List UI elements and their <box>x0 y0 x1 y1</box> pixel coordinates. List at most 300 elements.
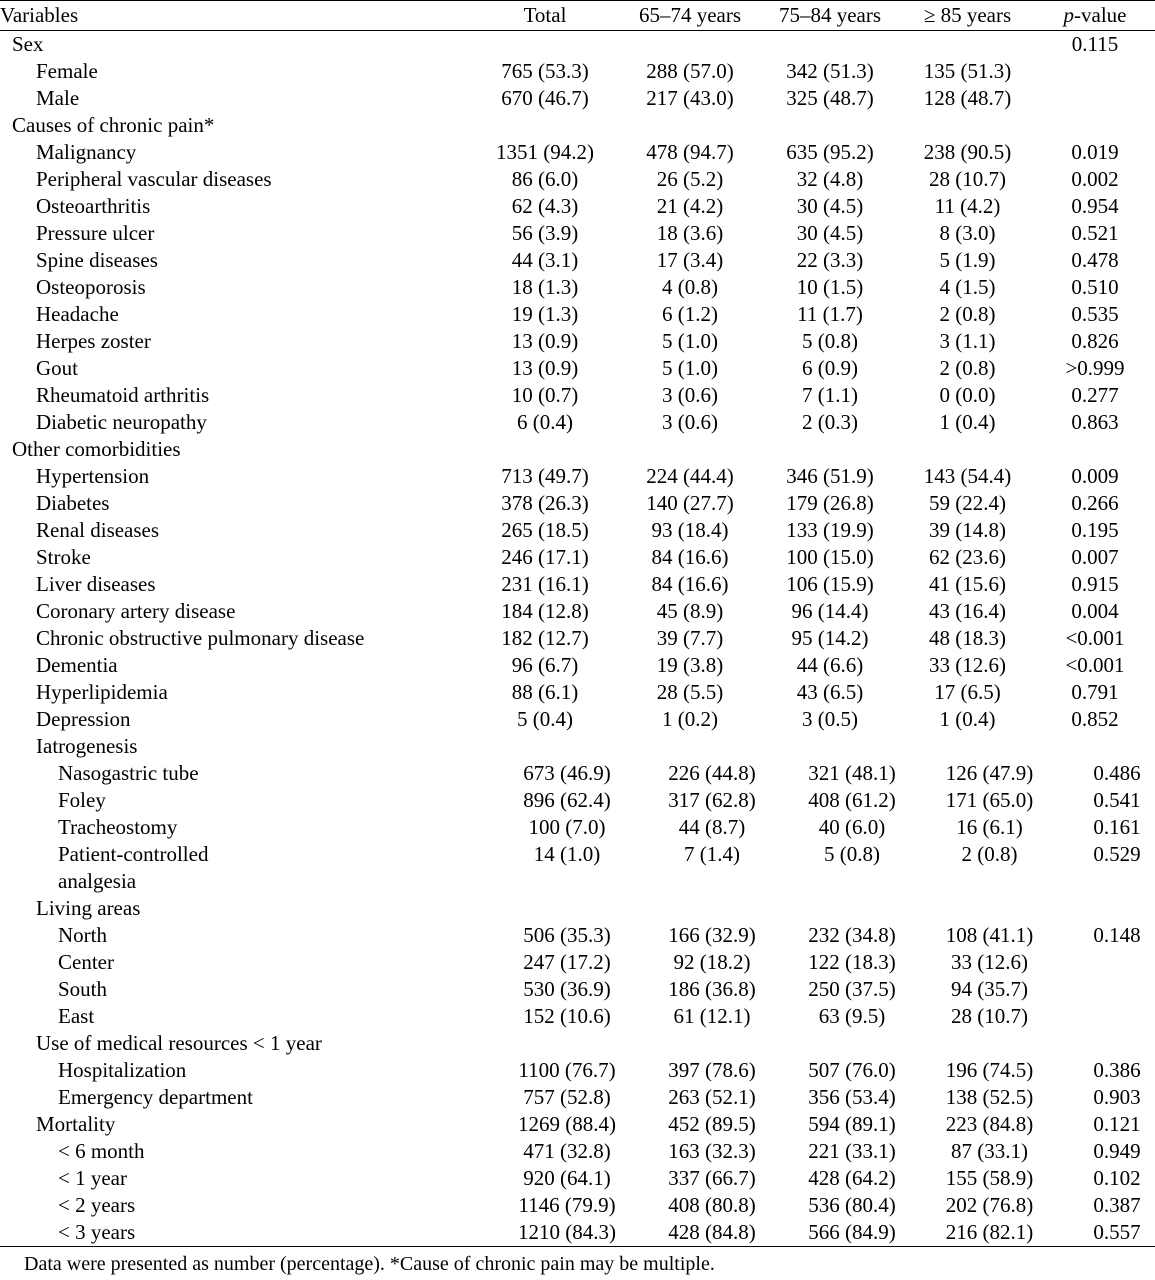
cell-age-85-plus: 48 (18.3) <box>929 626 1006 650</box>
cell-age-85-plus: 11 (4.2) <box>934 194 1001 218</box>
table-row <box>0 1219 1155 1247</box>
cell-age-75-84: 342 (51.3) <box>786 59 874 83</box>
table-row <box>0 1138 1155 1165</box>
row-label: Center <box>58 950 114 974</box>
header-row <box>0 1 1155 31</box>
cell-age-65-74: 288 (57.0) <box>646 59 734 83</box>
cell-age-85-plus: 2 (0.8) <box>939 356 996 380</box>
cell-total: 86 (6.0) <box>511 167 579 191</box>
cell-age-75-84: 507 (76.0) <box>808 1058 896 1082</box>
cell-p-value: 0.002 <box>1071 167 1119 191</box>
row-label: Emergency department <box>58 1085 253 1109</box>
cell-age-65-74 <box>642 895 782 922</box>
row-label: Tracheostomy <box>58 815 178 839</box>
cell-total: 1100 (76.7) <box>518 1058 616 1082</box>
cell-p-value <box>1035 58 1155 85</box>
table-row <box>0 544 1155 571</box>
row-label: East <box>58 1004 95 1028</box>
cell-age-85-plus: 62 (23.6) <box>929 545 1006 569</box>
cell-total: 13 (0.9) <box>511 329 579 353</box>
header-p-rest: -value <box>1074 3 1127 27</box>
cell-p-value: <0.001 <box>1065 626 1125 650</box>
cell-age-85-plus <box>922 895 1057 922</box>
table-body <box>0 31 1155 1247</box>
table-row <box>0 382 1155 409</box>
cell-age-85-plus: 33 (12.6) <box>951 950 1028 974</box>
header-total: Total <box>523 3 567 27</box>
cell-age-65-74: 3 (0.6) <box>662 383 718 407</box>
cell-p-value: 0.007 <box>1071 545 1119 569</box>
cell-age-85-plus <box>922 1030 1057 1057</box>
cell-p-value <box>1057 1030 1155 1057</box>
cell-age-85-plus: 8 (3.0) <box>939 221 996 245</box>
cell-p-value <box>1035 85 1155 112</box>
cell-age-65-74: 45 (8.9) <box>656 599 724 623</box>
row-label: Coronary artery disease <box>36 599 236 623</box>
row-label: Osteoporosis <box>36 275 146 299</box>
cell-age-75-84: 22 (3.3) <box>796 248 864 272</box>
cell-age-75-84 <box>760 112 900 139</box>
table-row <box>0 166 1155 193</box>
row-label: analgesia <box>58 869 137 893</box>
cell-age-75-84: 2 (0.3) <box>802 410 858 434</box>
row-label: Use of medical resources < 1 year <box>36 1031 322 1055</box>
cell-age-75-84: 566 (84.9) <box>808 1220 896 1244</box>
cell-age-75-84: 408 (61.2) <box>808 788 896 812</box>
cell-p-value: 0.115 <box>1071 32 1119 56</box>
cell-age-65-74: 84 (16.6) <box>651 545 729 569</box>
cell-age-75-84: 346 (51.9) <box>786 464 874 488</box>
cell-age-85-plus: 41 (15.6) <box>929 572 1006 596</box>
cell-age-75-84: 5 (0.8) <box>802 329 858 353</box>
cell-p-value <box>1057 976 1155 1003</box>
cell-total: 13 (0.9) <box>511 356 579 380</box>
cell-age-85-plus: 2 (0.8) <box>961 842 1018 866</box>
cell-total <box>492 1030 642 1057</box>
cell-total: 184 (12.8) <box>501 599 589 623</box>
header-p-italic: p <box>1063 3 1074 27</box>
table-row <box>0 463 1155 490</box>
cell-total: 19 (1.3) <box>511 302 579 326</box>
table-row <box>0 895 1155 922</box>
cell-age-65-74: 4 (0.8) <box>662 275 718 299</box>
cell-p-value: 0.557 <box>1093 1220 1141 1244</box>
cell-age-65-74: 93 (18.4) <box>651 518 729 542</box>
cell-p-value: 0.195 <box>1071 518 1119 542</box>
cell-p-value <box>1057 868 1155 895</box>
cell-p-value: 0.915 <box>1071 572 1119 596</box>
table-row <box>0 85 1155 112</box>
table-row <box>0 652 1155 679</box>
table-row <box>0 1111 1155 1138</box>
cell-age-75-84: 95 (14.2) <box>791 626 869 650</box>
header-age-75-84: 75–84 years <box>778 3 882 27</box>
cell-age-65-74: 21 (4.2) <box>656 194 724 218</box>
cell-p-value: 0.863 <box>1071 410 1119 434</box>
table-row <box>0 409 1155 436</box>
cell-age-65-74: 28 (5.5) <box>656 680 724 704</box>
cell-age-75-84: 122 (18.3) <box>808 950 896 974</box>
row-label: < 1 year <box>58 1166 127 1190</box>
cell-p-value <box>1057 895 1155 922</box>
header-p-value <box>1035 1 1155 31</box>
cell-p-value: >0.999 <box>1065 356 1125 380</box>
row-label: Stroke <box>36 545 91 569</box>
row-label: Other comorbidities <box>12 437 181 461</box>
cell-total: 896 (62.4) <box>523 788 611 812</box>
cell-age-65-74: 226 (44.8) <box>668 761 756 785</box>
cell-total: 247 (17.2) <box>523 950 611 974</box>
cell-p-value: 0.121 <box>1093 1112 1141 1136</box>
cell-age-65-74 <box>620 436 760 463</box>
table-row <box>0 139 1155 166</box>
cell-age-75-84: 96 (14.4) <box>791 599 869 623</box>
cell-total: 471 (32.8) <box>523 1139 611 1163</box>
table-row <box>0 625 1155 652</box>
cell-age-75-84 <box>760 31 900 59</box>
table-row <box>0 922 1155 949</box>
table-row <box>0 1165 1155 1192</box>
row-label: Diabetes <box>36 491 110 515</box>
header-age-65-74: 65–74 years <box>638 3 742 27</box>
cell-age-65-74: 224 (44.4) <box>646 464 734 488</box>
cell-age-65-74: 317 (62.8) <box>668 788 756 812</box>
cell-age-65-74: 163 (32.3) <box>668 1139 756 1163</box>
cell-age-65-74: 5 (1.0) <box>662 356 718 380</box>
cell-p-value: 0.510 <box>1071 275 1119 299</box>
cell-p-value: 0.009 <box>1071 464 1119 488</box>
cell-total: 96 (6.7) <box>511 653 579 677</box>
cell-p-value <box>1057 733 1155 760</box>
cell-age-75-84: 30 (4.5) <box>796 194 864 218</box>
row-label: Sex <box>12 32 44 56</box>
cell-age-65-74 <box>642 1030 782 1057</box>
table-row <box>0 787 1155 814</box>
cell-age-85-plus: 4 (1.5) <box>939 275 996 299</box>
row-label: Renal diseases <box>36 518 160 542</box>
cell-age-65-74: 18 (3.6) <box>656 221 724 245</box>
cell-age-65-74: 61 (12.1) <box>673 1004 751 1028</box>
row-label: Male <box>36 86 80 110</box>
cell-total <box>492 868 642 895</box>
cell-age-85-plus: 94 (35.7) <box>951 977 1028 1001</box>
cell-age-75-84: 325 (48.7) <box>786 86 874 110</box>
cell-p-value: 0.019 <box>1071 140 1119 164</box>
cell-age-85-plus: 59 (22.4) <box>929 491 1006 515</box>
row-label: Hospitalization <box>58 1058 187 1082</box>
cell-total: 62 (4.3) <box>511 194 579 218</box>
table-row <box>0 1084 1155 1111</box>
table-row <box>0 193 1155 220</box>
cell-age-65-74 <box>642 868 782 895</box>
row-label: Rheumatoid arthritis <box>36 383 210 407</box>
cell-age-85-plus <box>900 112 1035 139</box>
cell-age-85-plus <box>922 733 1057 760</box>
cell-p-value: 0.486 <box>1093 761 1141 785</box>
header-age-85-plus: ≥ 85 years <box>923 3 1012 27</box>
table-row <box>0 301 1155 328</box>
cell-age-75-84 <box>782 895 922 922</box>
cell-total: 18 (1.3) <box>511 275 579 299</box>
cell-age-65-74: 17 (3.4) <box>656 248 724 272</box>
cell-age-75-84: 6 (0.9) <box>802 356 858 380</box>
cell-age-65-74: 452 (89.5) <box>668 1112 756 1136</box>
cell-p-value: 0.161 <box>1093 815 1141 839</box>
cell-age-85-plus: 135 (51.3) <box>923 59 1012 83</box>
cell-total: 765 (53.3) <box>501 59 589 83</box>
cell-total: 56 (3.9) <box>511 221 579 245</box>
table-row <box>0 490 1155 517</box>
cell-age-75-84 <box>782 868 922 895</box>
cell-age-75-84 <box>760 436 900 463</box>
cell-total: 5 (0.4) <box>517 707 573 731</box>
cell-age-85-plus: 1 (0.4) <box>939 410 996 434</box>
cell-age-75-84: 100 (15.0) <box>786 545 874 569</box>
table-row <box>0 571 1155 598</box>
cell-age-85-plus: 223 (84.8) <box>945 1112 1034 1136</box>
cell-age-85-plus: 5 (1.9) <box>939 248 996 272</box>
table-row <box>0 1030 1155 1057</box>
cell-age-85-plus: 87 (33.1) <box>951 1139 1028 1163</box>
row-label: Peripheral vascular diseases <box>36 167 272 191</box>
cell-total: 530 (36.9) <box>523 977 611 1001</box>
row-label: Pressure ulcer <box>36 221 155 245</box>
cell-p-value <box>1035 112 1155 139</box>
cell-age-65-74: 1 (0.2) <box>662 707 718 731</box>
cell-age-85-plus <box>900 31 1035 59</box>
cell-age-65-74: 140 (27.7) <box>646 491 734 515</box>
cell-age-65-74 <box>620 31 760 59</box>
cell-age-85-plus: 28 (10.7) <box>951 1004 1028 1028</box>
cell-age-75-84: 635 (95.2) <box>786 140 874 164</box>
cell-age-85-plus: 238 (90.5) <box>923 140 1012 164</box>
cell-age-85-plus: 126 (47.9) <box>945 761 1034 785</box>
cell-age-65-74: 166 (32.9) <box>668 923 756 947</box>
cell-total: 1210 (84.3) <box>518 1220 616 1244</box>
cell-p-value: 0.478 <box>1071 248 1119 272</box>
cell-age-85-plus: 108 (41.1) <box>945 923 1034 947</box>
table-row <box>0 1057 1155 1084</box>
cell-total: 88 (6.1) <box>511 680 579 704</box>
row-label: Osteoarthritis <box>36 194 151 218</box>
cell-age-75-84: 594 (89.1) <box>808 1112 896 1136</box>
table-row <box>0 733 1155 760</box>
cell-age-65-74 <box>642 733 782 760</box>
cell-age-75-84: 43 (6.5) <box>796 680 864 704</box>
cell-age-65-74: 408 (80.8) <box>668 1193 756 1217</box>
row-label: Headache <box>36 302 119 326</box>
cell-age-75-84: 232 (34.8) <box>808 923 896 947</box>
cell-age-65-74: 44 (8.7) <box>678 815 746 839</box>
cell-age-85-plus: 33 (12.6) <box>929 653 1006 677</box>
row-label: Hypertension <box>36 464 150 488</box>
row-label: Malignancy <box>36 140 137 164</box>
cell-age-85-plus: 143 (54.4) <box>923 464 1012 488</box>
cell-age-85-plus: 39 (14.8) <box>929 518 1006 542</box>
cell-p-value: 0.148 <box>1093 923 1141 947</box>
row-label: < 3 years <box>58 1220 136 1244</box>
row-label: Dementia <box>36 653 118 677</box>
cell-total: 6 (0.4) <box>517 410 573 434</box>
cell-age-75-84: 536 (80.4) <box>808 1193 896 1217</box>
cell-age-65-74: 478 (94.7) <box>646 140 734 164</box>
cell-age-65-74: 3 (0.6) <box>662 410 718 434</box>
cell-p-value: 0.521 <box>1071 221 1119 245</box>
cell-age-75-84 <box>782 733 922 760</box>
cell-age-75-84: 428 (64.2) <box>808 1166 896 1190</box>
cell-p-value: 0.791 <box>1071 680 1119 704</box>
cell-total: 246 (17.1) <box>501 545 589 569</box>
cell-p-value: 0.387 <box>1093 1193 1141 1217</box>
cell-age-65-74: 186 (36.8) <box>668 977 756 1001</box>
row-label: Spine diseases <box>36 248 158 272</box>
cell-age-75-84: 40 (6.0) <box>818 815 886 839</box>
cell-age-65-74: 39 (7.7) <box>656 626 724 650</box>
cell-p-value: <0.001 <box>1065 653 1125 677</box>
cell-age-65-74: 217 (43.0) <box>646 86 734 110</box>
row-label: < 2 years <box>58 1193 136 1217</box>
cell-age-65-74: 7 (1.4) <box>684 842 740 866</box>
cell-age-75-84: 63 (9.5) <box>818 1004 886 1028</box>
cell-total: 713 (49.7) <box>501 464 589 488</box>
row-label: Hyperlipidemia <box>36 680 168 704</box>
table-row <box>0 598 1155 625</box>
cell-age-85-plus: 3 (1.1) <box>939 329 996 353</box>
cell-age-85-plus: 155 (58.9) <box>945 1166 1034 1190</box>
cell-p-value: 0.102 <box>1093 1166 1141 1190</box>
table-row <box>0 328 1155 355</box>
cell-age-75-84: 11 (1.7) <box>797 302 863 326</box>
cell-total <box>470 112 620 139</box>
row-label: Nasogastric tube <box>58 761 199 785</box>
table-row <box>0 1192 1155 1219</box>
cell-age-85-plus: 0 (0.0) <box>939 383 996 407</box>
cell-total <box>492 733 642 760</box>
cell-total <box>470 436 620 463</box>
row-label: Depression <box>36 707 131 731</box>
cell-age-75-84: 179 (26.8) <box>786 491 874 515</box>
cell-age-75-84: 356 (53.4) <box>808 1085 896 1109</box>
table-row <box>0 976 1155 1003</box>
cell-age-75-84: 3 (0.5) <box>802 707 858 731</box>
cell-age-85-plus: 17 (6.5) <box>934 680 1001 704</box>
cell-age-85-plus: 28 (10.7) <box>929 167 1006 191</box>
cell-total: 1269 (88.4) <box>518 1112 616 1136</box>
cell-p-value <box>1057 1003 1155 1030</box>
row-label: Female <box>36 59 98 83</box>
cell-age-85-plus: 202 (76.8) <box>945 1193 1034 1217</box>
table-row <box>0 760 1155 787</box>
cell-p-value: 0.826 <box>1071 329 1119 353</box>
cell-age-85-plus: 43 (16.4) <box>929 599 1006 623</box>
cell-age-85-plus <box>922 868 1057 895</box>
cell-p-value: 0.529 <box>1093 842 1141 866</box>
cell-age-75-84: 32 (4.8) <box>796 167 864 191</box>
cell-age-65-74: 92 (18.2) <box>673 950 751 974</box>
row-label: Chronic obstructive pulmonary disease <box>36 626 365 650</box>
cell-age-75-84: 321 (48.1) <box>808 761 896 785</box>
cell-p-value: 0.949 <box>1093 1139 1141 1163</box>
cell-age-65-74: 19 (3.8) <box>656 653 724 677</box>
table-row <box>0 679 1155 706</box>
cell-age-75-84: 10 (1.5) <box>796 275 864 299</box>
row-label: Mortality <box>36 1112 116 1136</box>
cell-age-75-84: 5 (0.8) <box>824 842 880 866</box>
row-label: Foley <box>58 788 106 812</box>
cell-p-value: 0.386 <box>1093 1058 1141 1082</box>
cell-age-65-74: 263 (52.1) <box>668 1085 756 1109</box>
cell-total <box>470 31 620 59</box>
cell-total: 100 (7.0) <box>528 815 606 839</box>
table-row <box>0 841 1155 868</box>
cell-age-75-84: 133 (19.9) <box>786 518 874 542</box>
row-label: Patient-controlled <box>58 842 209 866</box>
cell-total: 10 (0.7) <box>511 383 579 407</box>
cell-age-75-84: 250 (37.5) <box>808 977 896 1001</box>
cell-total: 673 (46.9) <box>523 761 611 785</box>
cell-age-85-plus: 128 (48.7) <box>923 86 1012 110</box>
cell-age-75-84 <box>782 1030 922 1057</box>
cell-age-65-74: 26 (5.2) <box>656 167 724 191</box>
cell-age-85-plus: 1 (0.4) <box>939 707 996 731</box>
cell-total: 1351 (94.2) <box>496 140 594 164</box>
cell-p-value: 0.903 <box>1093 1085 1141 1109</box>
cell-total: 378 (26.3) <box>501 491 589 515</box>
table-row <box>0 31 1155 59</box>
cell-total: 14 (1.0) <box>533 842 601 866</box>
cell-p-value <box>1035 436 1155 463</box>
table-row <box>0 706 1155 733</box>
table-row <box>0 868 1155 895</box>
cell-p-value: 0.277 <box>1071 383 1119 407</box>
cell-total: 1146 (79.9) <box>518 1193 616 1217</box>
table-row <box>0 1003 1155 1030</box>
cell-age-85-plus <box>900 436 1035 463</box>
cell-total: 231 (16.1) <box>501 572 589 596</box>
table-footnote: Data were presented as number (percentage). *Cause of chronic pain may be multiple. <box>24 1253 715 1275</box>
cell-total: 670 (46.7) <box>501 86 589 110</box>
row-label: Causes of chronic pain* <box>12 113 215 137</box>
row-label: Gout <box>36 356 78 380</box>
cell-total: 506 (35.3) <box>523 923 611 947</box>
row-label: North <box>58 923 107 947</box>
table-row <box>0 949 1155 976</box>
cell-age-85-plus: 196 (74.5) <box>945 1058 1034 1082</box>
row-label: Living areas <box>36 896 141 920</box>
cell-age-75-84: 44 (6.6) <box>796 653 864 677</box>
cell-age-85-plus: 16 (6.1) <box>956 815 1023 839</box>
row-label: South <box>58 977 108 1001</box>
header-variables: Variables <box>0 3 79 27</box>
cell-p-value: 0.954 <box>1071 194 1119 218</box>
cell-age-85-plus: 2 (0.8) <box>939 302 996 326</box>
cell-age-85-plus: 171 (65.0) <box>945 788 1034 812</box>
row-label: Diabetic neuropathy <box>36 410 207 434</box>
cell-age-75-84: 7 (1.1) <box>802 383 858 407</box>
cell-total <box>492 895 642 922</box>
cell-age-75-84: 221 (33.1) <box>808 1139 896 1163</box>
table-row <box>0 814 1155 841</box>
cell-total: 265 (18.5) <box>501 518 589 542</box>
cell-total: 182 (12.7) <box>501 626 589 650</box>
table-row <box>0 112 1155 139</box>
table-header <box>0 1 1155 31</box>
cell-total: 152 (10.6) <box>523 1004 611 1028</box>
cell-age-75-84: 106 (15.9) <box>786 572 874 596</box>
cell-age-65-74: 428 (84.8) <box>668 1220 756 1244</box>
table-row <box>0 436 1155 463</box>
row-label: Herpes zoster <box>36 329 151 353</box>
